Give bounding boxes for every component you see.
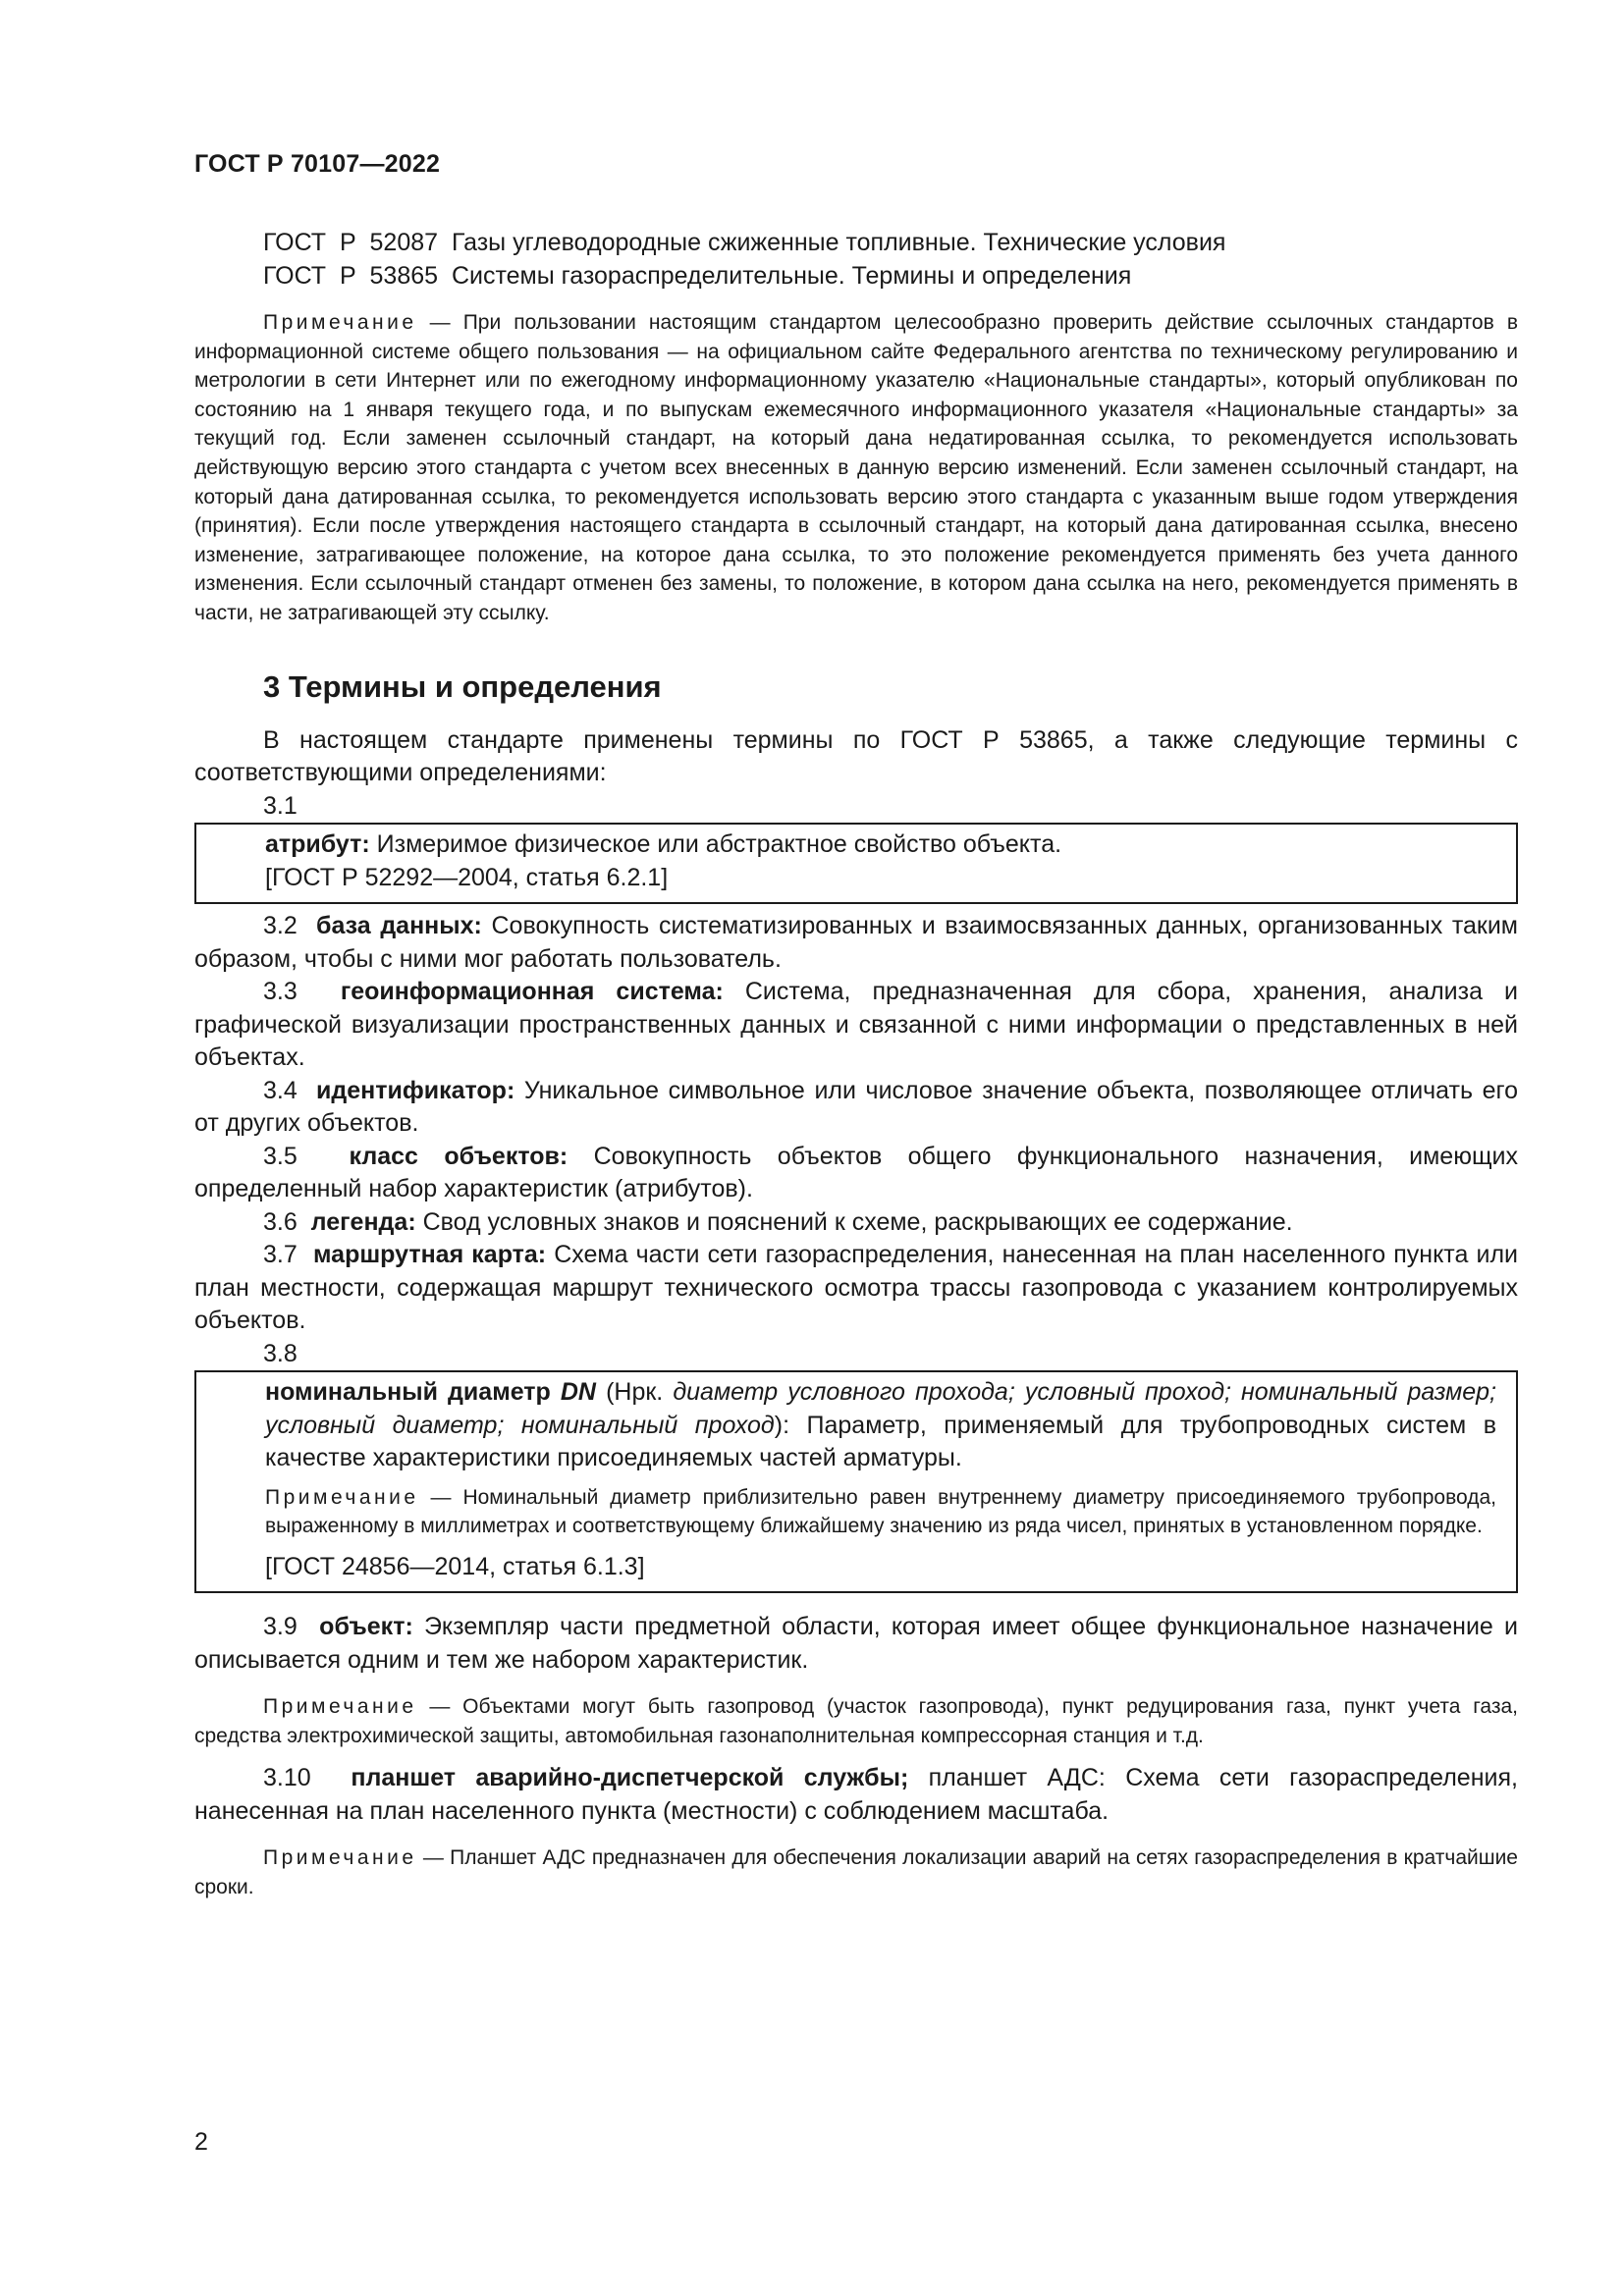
reference-53865: ГОСТ Р 53865 Системы газораспределительные. Термины и определения — [263, 261, 1132, 290]
section-title: 3 Термины и определения — [263, 668, 662, 704]
term-3-10: планшет аварийно-диспетчерской службы; — [351, 1764, 909, 1792]
document-code: ГОСТ Р 70107—2022 — [194, 150, 441, 178]
term-3-1: атрибут: — [265, 830, 370, 859]
term-number-3-8: 3.8 — [263, 1339, 298, 1367]
definition-3-8: Параметр, применяемый для трубопроводных систем в качестве характеристики присоединяемых частей арматуры. — [265, 1411, 1497, 1472]
term-3-4: идентификатор: — [315, 1076, 515, 1104]
term-3-5: класс объектов: — [349, 1142, 568, 1170]
reference-52087: ГОСТ Р 52087 Газы углеводородные сжиженные топливные. Технические условия — [263, 229, 1226, 256]
term-entry-3-3: 3.3 геоинформационная система: Система, предназначенная для сбора, хранения, анализа и графической визуализации пространственных данных и связанной с ними информации о представленных в ней объектах. — [194, 978, 1518, 1072]
term-3-9: объект: — [319, 1613, 413, 1641]
term-entry-3-6: 3.6 легенда: Свод условных знаков и пояснений к схеме, раскрывающих ее содержание. — [263, 1207, 1293, 1236]
note-text: — При пользовании настоящим стандартом целесообразно проверить действие ссылочных стандартов в информационной системе общего пользования — на официальном сайте Федерального агентства по техническому регулированию и метрологии в сети Интернет или по ежегодному информационному указателю «Национальные стандарты», который опубликован по состоянию на 1 января текущего года, и по выпускам ежемесячного информационного указателя «Национальные стандарты» за текущий год. Если заменен ссылочный стандарт, на который дана недатированная ссылка, то рекомендуется использовать действующую версию этого стандарта с учетом всех внесенных в данную версию изменений. Если заменен ссылочный стандарт, на который дана датированная ссылка, то рекомендуется использовать версию этого стандарта с указанным выше годом утверждения (принятия). Если после утверждения настоящего стандарта в ссылочный стандарт, на который дана датированная ссылка, внесено изменение, затрагивающее положение, на которое дана ссылка, то это положение рекомендуется применять без учета данного изменения. Если ссылочный стандарт отменен без замены, то положение, в котором дана ссылка на него, рекомендуется применять в части, не затрагивающей эту ссылку. — [194, 311, 1518, 624]
deprecated-terms-3-8: диаметр условного прохода; условный проход; номинальный размер; условный диаметр; номинальный проход — [265, 1378, 1496, 1439]
term-3-7: маршрутная карта: — [313, 1241, 547, 1269]
term-3-6: легенда: — [310, 1207, 416, 1236]
term-entry-3-5: 3.5 класс объектов: Совокупность объектов общего функционального назначения, имеющих определенный набор характеристик (атрибутов). — [194, 1142, 1518, 1203]
term-entry-3-2: 3.2 база данных: Совокупность систематизированных и взаимосвязанных данных, организованных таким образом, чтобы с ними мог работать пользователь. — [194, 912, 1518, 973]
note-3-8: Примечание — Номинальный диаметр приблизительно равен внутреннему диаметру присоединяемого трубопровода, выраженному в миллиметрах и соответствующему ближайшему значению из ряда чисел, принятых в установленном порядке. — [265, 1485, 1496, 1538]
definition-3-1: Измеримое физическое или абстрактное свойство объекта. — [369, 830, 1062, 859]
source-3-8: [ГОСТ 24856—2014, статья 6.1.3] — [265, 1552, 645, 1580]
term-entry-3-9: 3.9 объект: Экземпляр части предметной области, которая имеет общее функциональное назначение и описывается одним и тем же набором характеристик. — [194, 1613, 1518, 1674]
term-3-2: база данных: — [316, 912, 482, 940]
page-content — [194, 227, 1518, 1902]
term-box-3-1 — [194, 823, 1518, 904]
note-3-9: Примечание — Объектами могут быть газопровод (участок газопровода), пункт редуцирования газа, пункт учета газа, средства электрохимической защиты, автомобильная газонаполнительная компрессорная станция и т.д. — [194, 1695, 1518, 1747]
term-3-3: геоинформационная система: — [340, 978, 724, 1006]
section-intro: В настоящем стандарте применены термины по ГОСТ Р 53865, а также следующие термины с соответствующими определениями: — [194, 725, 1518, 787]
term-box-3-8: номинальный диаметр DN (Нрк. диаметр условного прохода; условный проход; номинальный размер; условный диаметр; номинальный проход): Параметр, применяемый для трубопроводных систем в качестве характеристики присоединяемых частей арматуры. Примечание — Номинальный диаметр приблизительно равен внутреннему диаметру присоединяемого трубопровода, выраженному в миллиметрах и соответствующему ближайшему значению из ряда чисел, принятых в установленном порядке. [ГОСТ 24856—2014, статья 6.1.3] — [194, 1370, 1518, 1593]
note-label: Примечание — [263, 311, 417, 334]
page-number: 2 — [194, 2128, 208, 2156]
term-entry-3-7: 3.7 маршрутная карта: Схема части сети газораспределения, нанесенная на план населенного пункта или план местности, содержащая маршрут технического осмотра трассы газопровода с указанием контролируемых объектов. — [194, 1241, 1518, 1335]
term-3-8: номинальный диаметр — [265, 1378, 551, 1407]
note-3-10: Примечание — Планшет АДС предназначен для обеспечения локализации аварий на сетях газораспределения в кратчайшие сроки. — [194, 1846, 1518, 1898]
term-abbr-3-8: DN — [560, 1378, 596, 1407]
term-entry-3-10: 3.10 планшет аварийно-диспетчерской службы; планшет АДС: Схема сети газораспределения, нанесенная на план населенного пункта (местности) с соблюдением масштаба. — [194, 1764, 1518, 1825]
references-note — [194, 308, 1518, 628]
term-number-3-1: 3.1 — [263, 791, 298, 820]
term-entry-3-4: 3.4 идентификатор: Уникальное символьное или числовое значение объекта, позволяющее отличать его от других объектов. — [194, 1076, 1518, 1138]
source-3-1: [ГОСТ Р 52292—2004, статья 6.2.1] — [265, 863, 669, 891]
